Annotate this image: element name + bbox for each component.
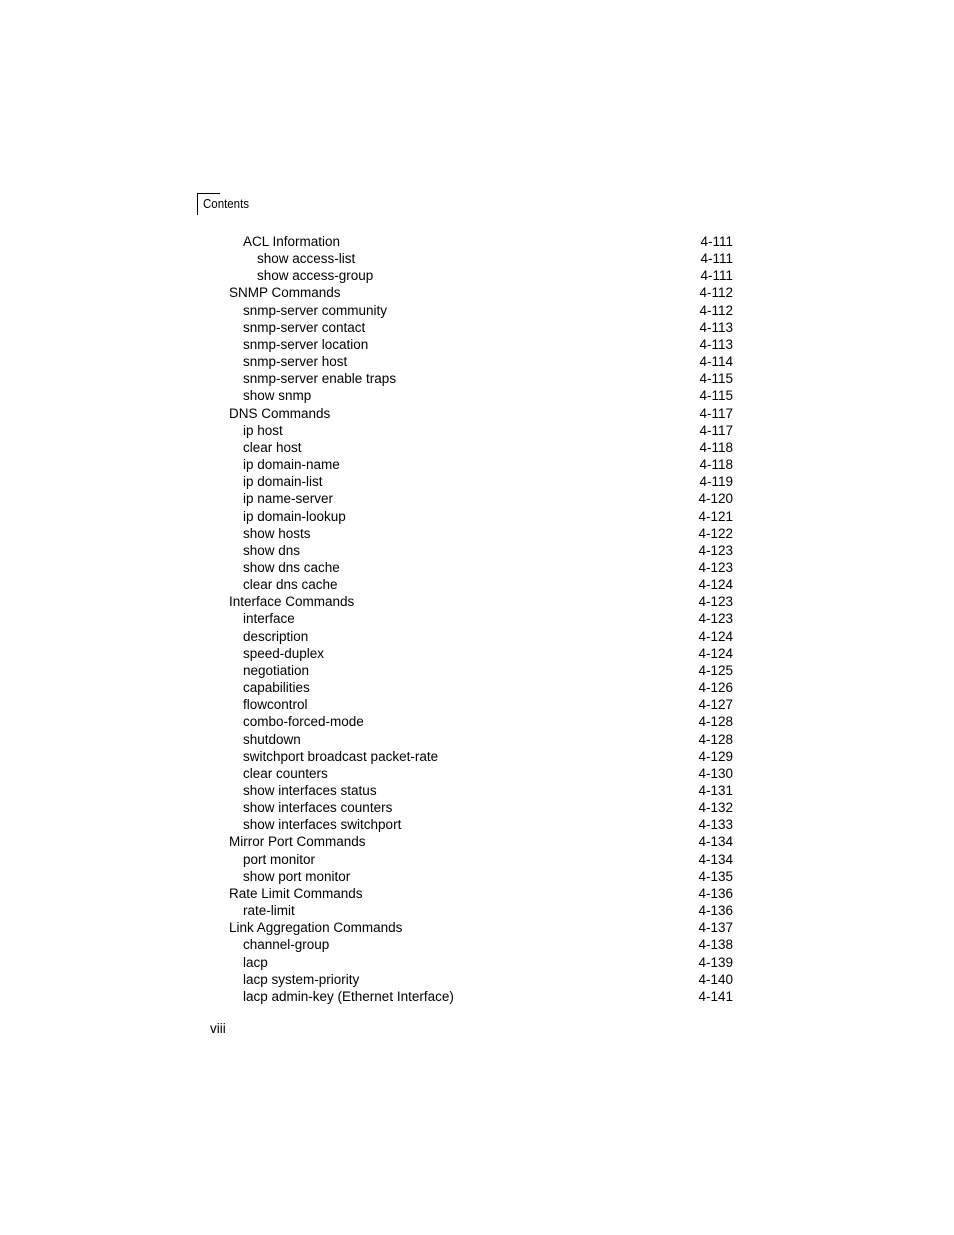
toc-entry-page: 4-123 xyxy=(698,559,733,575)
toc-entry[interactable] xyxy=(0,576,954,593)
toc-entry-title: show port monitor xyxy=(243,868,351,884)
toc-entry[interactable] xyxy=(0,250,954,267)
toc-entry-title: Link Aggregation Commands xyxy=(229,920,403,936)
toc-entry-title: ip domain-lookup xyxy=(243,508,346,524)
toc-entry[interactable] xyxy=(0,233,954,250)
toc-entry[interactable] xyxy=(0,971,954,988)
toc-entry-page: 4-131 xyxy=(698,783,733,798)
toc-entry-page: 4-138 xyxy=(698,937,733,953)
toc-entry-page: 4-123 xyxy=(698,611,733,627)
toc-entry[interactable] xyxy=(0,439,954,456)
toc-entry-title: snmp-server location xyxy=(243,336,369,352)
toc-entry-page: 4-124 xyxy=(698,628,733,644)
toc-entry[interactable] xyxy=(0,353,954,370)
toc-entry-title: show access-group xyxy=(257,268,374,284)
toc-entry[interactable] xyxy=(0,936,954,953)
toc-entry-page: 4-115 xyxy=(699,388,733,404)
toc-entry-page: 4-113 xyxy=(699,336,733,352)
toc-entry-page: 4-139 xyxy=(698,954,733,970)
toc-entry-page: 4-111 xyxy=(700,234,733,249)
toc-entry-title: lacp system-priority xyxy=(243,971,360,987)
toc-entry-title: switchport broadcast packet-rate xyxy=(243,748,439,764)
toc-entry[interactable] xyxy=(0,954,954,971)
toc-entry[interactable] xyxy=(0,628,954,645)
toc-entry-title: ip domain-name xyxy=(243,457,340,473)
toc-entry[interactable] xyxy=(0,696,954,713)
toc-entry[interactable] xyxy=(0,851,954,868)
toc-entry[interactable] xyxy=(0,731,954,748)
toc-entry-title: show interfaces switchport xyxy=(243,817,402,833)
toc-entry-page: 4-115 xyxy=(699,371,733,387)
toc-entry[interactable] xyxy=(0,799,954,816)
toc-entry-page: 4-127 xyxy=(698,697,733,713)
toc-entry[interactable] xyxy=(0,593,954,610)
toc-entry-title: flowcontrol xyxy=(243,697,308,713)
toc-entry[interactable] xyxy=(0,902,954,919)
toc-entry[interactable] xyxy=(0,610,954,627)
toc-entry-title: Interface Commands xyxy=(229,594,355,610)
toc-entry[interactable] xyxy=(0,885,954,902)
toc-entry-page: 4-124 xyxy=(698,577,733,593)
toc-entry[interactable] xyxy=(0,525,954,542)
toc-entry-title: show interfaces counters xyxy=(243,800,393,816)
toc-entry-title: show interfaces status xyxy=(243,783,377,798)
toc-entry-page: 4-114 xyxy=(699,354,733,370)
toc-entry-page: 4-117 xyxy=(699,405,733,421)
toc-entry[interactable] xyxy=(0,336,954,353)
toc-entry-page: 4-141 xyxy=(698,988,733,1004)
toc-entry-title: lacp xyxy=(243,954,268,970)
toc-entry-title: clear counters xyxy=(243,765,328,781)
toc-entry-title: port monitor xyxy=(243,851,316,867)
toc-entry-title: description xyxy=(243,628,309,644)
toc-entry-page: 4-118 xyxy=(699,439,733,455)
toc-entry-page: 4-117 xyxy=(699,422,733,438)
toc-entry-page: 4-126 xyxy=(698,680,733,696)
toc-entry-page: 4-124 xyxy=(698,645,733,661)
toc-entry-page: 4-122 xyxy=(698,525,733,541)
toc-entry[interactable] xyxy=(0,765,954,782)
toc-entry-title: snmp-server enable traps xyxy=(243,371,397,387)
toc-entry[interactable] xyxy=(0,868,954,885)
toc-entry-title: show access-list xyxy=(257,251,356,267)
toc-entry-title: combo-forced-mode xyxy=(243,714,364,730)
toc-entry-title: capabilities xyxy=(243,680,310,696)
toc-entry[interactable] xyxy=(0,833,954,850)
toc-entry-title: speed-duplex xyxy=(243,645,325,661)
table-of-contents xyxy=(0,233,954,1005)
toc-entry-title: shutdown xyxy=(243,731,301,747)
toc-entry-page: 4-121 xyxy=(698,508,733,524)
toc-entry-title: snmp-server host xyxy=(243,354,348,370)
toc-entry-title: lacp admin-key (Ethernet Interface) xyxy=(243,988,454,1004)
toc-entry[interactable] xyxy=(0,284,954,301)
toc-entry-title: ip name-server xyxy=(243,491,334,507)
toc-entry-title: show dns cache xyxy=(243,559,340,575)
toc-entry[interactable] xyxy=(0,405,954,422)
toc-entry-page: 4-111 xyxy=(700,268,733,284)
toc-entry-page: 4-140 xyxy=(698,971,733,987)
toc-entry-title: show snmp xyxy=(243,388,312,404)
toc-entry-title: snmp-server community xyxy=(243,302,388,318)
toc-entry[interactable] xyxy=(0,542,954,559)
page-number: viii xyxy=(210,1021,226,1036)
toc-entry-page: 4-129 xyxy=(698,748,733,764)
toc-entry[interactable] xyxy=(0,456,954,473)
toc-entry-page: 4-128 xyxy=(698,731,733,747)
toc-entry-page: 4-134 xyxy=(698,834,733,850)
toc-entry[interactable] xyxy=(0,387,954,404)
toc-entry-title: show dns xyxy=(243,542,301,558)
toc-entry[interactable] xyxy=(0,748,954,765)
toc-entry[interactable] xyxy=(0,559,954,576)
toc-entry-page: 4-134 xyxy=(698,851,733,867)
toc-entry-page: 4-112 xyxy=(699,285,733,301)
toc-entry-page: 4-125 xyxy=(698,662,733,678)
toc-entry-title: ip domain-list xyxy=(243,474,323,490)
toc-entry-title: show hosts xyxy=(243,525,311,541)
toc-entry-page: 4-136 xyxy=(698,885,733,901)
toc-entry-page: 4-135 xyxy=(698,868,733,884)
toc-entry[interactable] xyxy=(0,782,954,799)
toc-entry-page: 4-118 xyxy=(699,457,733,473)
toc-entry-title: Mirror Port Commands xyxy=(229,834,366,850)
toc-entry[interactable] xyxy=(0,919,954,936)
toc-entry[interactable] xyxy=(0,679,954,696)
toc-entry-page: 4-111 xyxy=(700,251,733,267)
toc-entry-title: clear dns cache xyxy=(243,577,338,593)
toc-entry-page: 4-113 xyxy=(699,319,733,335)
toc-entry-page: 4-136 xyxy=(698,903,733,919)
toc-entry-title: interface xyxy=(243,611,295,627)
toc-entry-page: 4-123 xyxy=(698,542,733,558)
toc-entry-title: rate-limit xyxy=(243,903,295,919)
toc-entry-title: clear host xyxy=(243,439,302,455)
toc-entry-title: Rate Limit Commands xyxy=(229,885,363,901)
toc-entry-title: snmp-server contact xyxy=(243,319,366,335)
toc-entry[interactable] xyxy=(0,816,954,833)
toc-entry-title: negotiation xyxy=(243,662,310,678)
toc-entry[interactable] xyxy=(0,508,954,525)
toc-entry[interactable] xyxy=(0,645,954,662)
toc-entry-title: DNS Commands xyxy=(229,405,331,421)
toc-entry-title: channel-group xyxy=(243,937,330,953)
toc-entry[interactable] xyxy=(0,267,954,284)
toc-entry-page: 4-133 xyxy=(698,817,733,833)
toc-entry[interactable] xyxy=(0,662,954,679)
toc-entry[interactable] xyxy=(0,302,954,319)
toc-entry[interactable] xyxy=(0,473,954,490)
toc-entry[interactable] xyxy=(0,370,954,387)
toc-entry-title: ACL Information xyxy=(243,234,341,249)
toc-entry[interactable] xyxy=(0,490,954,507)
toc-entry[interactable] xyxy=(0,988,954,1005)
toc-entry-page: 4-119 xyxy=(699,474,733,490)
toc-entry-title: SNMP Commands xyxy=(229,285,341,301)
toc-entry-title: ip host xyxy=(243,422,283,438)
toc-entry-page: 4-137 xyxy=(698,920,733,936)
toc-entry[interactable] xyxy=(0,422,954,439)
toc-entry-page: 4-123 xyxy=(698,594,733,610)
toc-entry-page: 4-130 xyxy=(698,765,733,781)
toc-entry-page: 4-128 xyxy=(698,714,733,730)
running-header: Contents xyxy=(203,197,250,211)
toc-entry[interactable] xyxy=(0,713,954,730)
toc-entry-page: 4-132 xyxy=(698,800,733,816)
toc-entry-page: 4-120 xyxy=(698,491,733,507)
toc-entry[interactable] xyxy=(0,319,954,336)
toc-entry-page: 4-112 xyxy=(699,302,733,318)
